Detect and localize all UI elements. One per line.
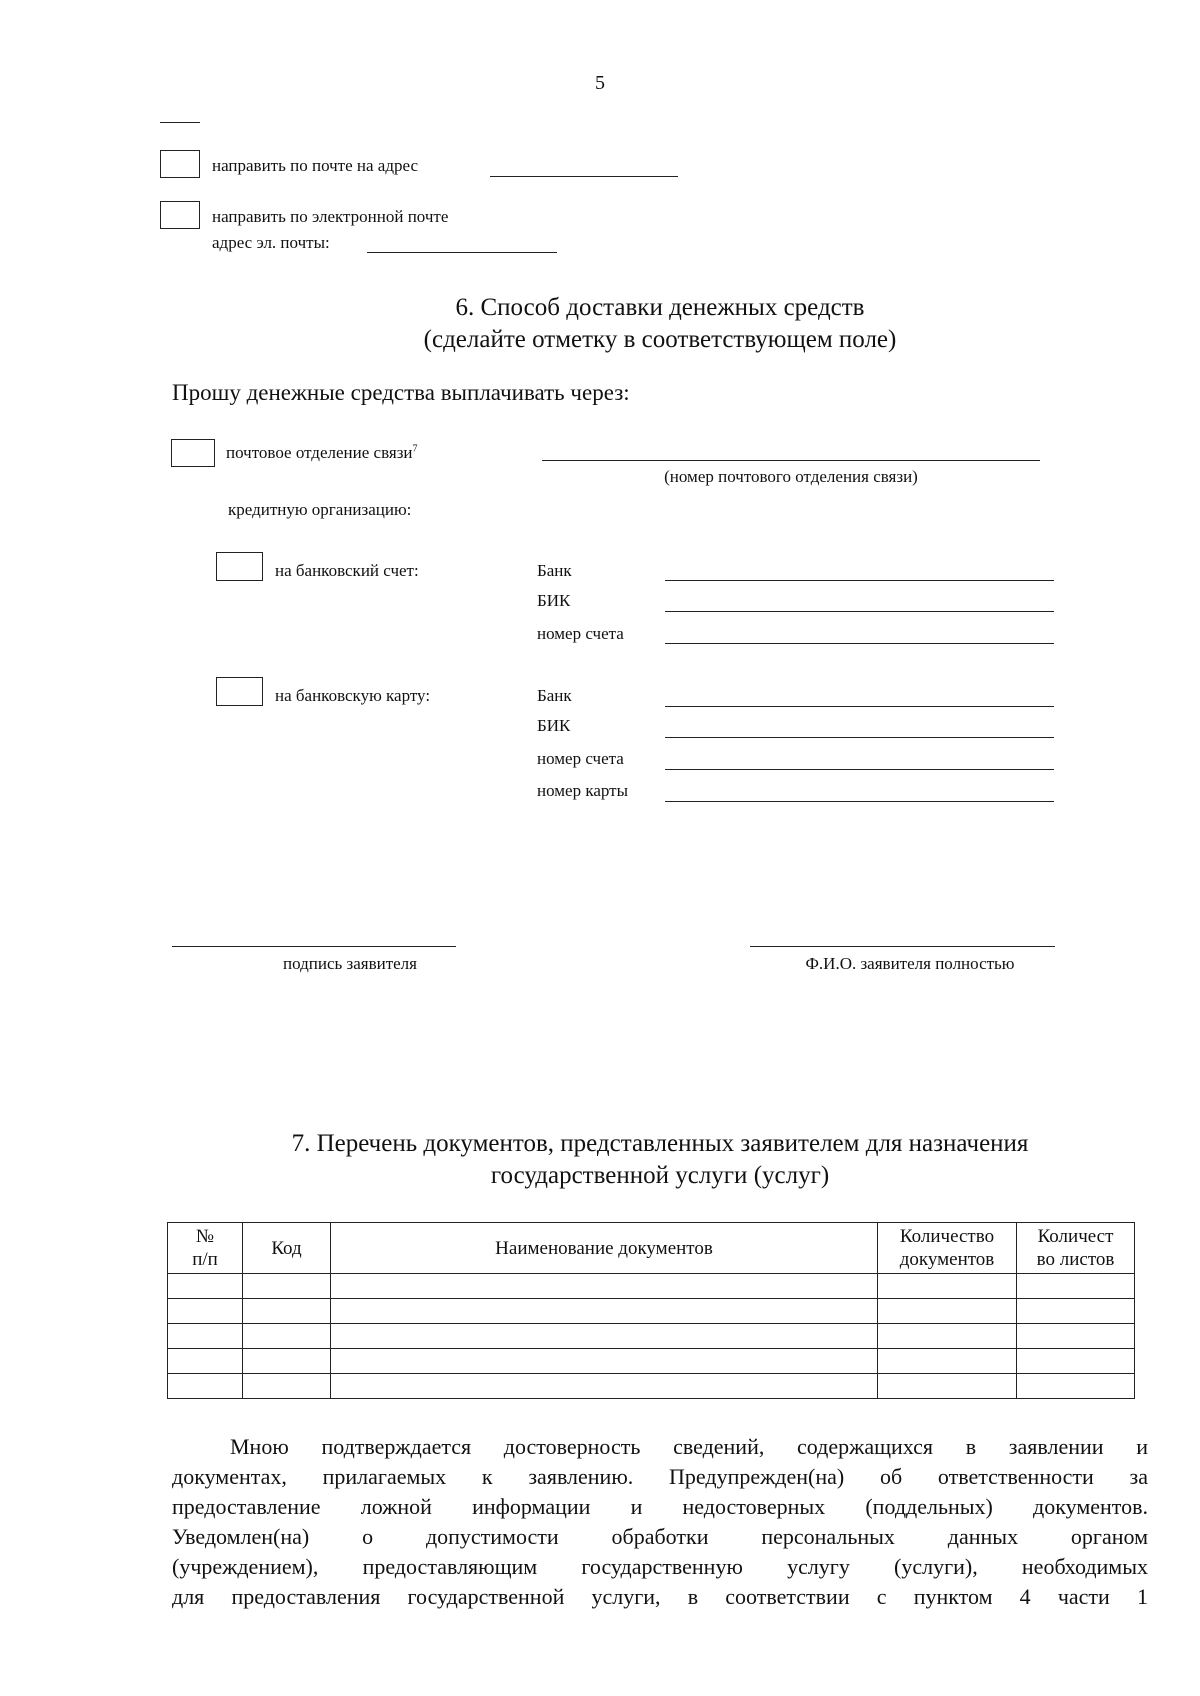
- table-cell[interactable]: [1017, 1274, 1135, 1299]
- mail-address-field[interactable]: [490, 176, 678, 177]
- table-cell[interactable]: [168, 1274, 243, 1299]
- table-cell[interactable]: [243, 1274, 331, 1299]
- table-cell[interactable]: [168, 1349, 243, 1374]
- post-office-label: [226, 443, 418, 463]
- table-row: [168, 1349, 1135, 1374]
- table-cell[interactable]: [878, 1299, 1017, 1324]
- table-cell[interactable]: [878, 1274, 1017, 1299]
- email-address-field[interactable]: [367, 252, 557, 253]
- fullname-field[interactable]: [750, 946, 1055, 947]
- footnote-mark: 7: [412, 443, 418, 455]
- table-cell[interactable]: [878, 1374, 1017, 1399]
- section7-title-line1: 7. Перечень документов, представленных заявителем для назначения: [291, 1130, 1029, 1157]
- table-row: [168, 1324, 1135, 1349]
- bank-card-account-label: номер счета: [537, 749, 624, 768]
- email-checkbox[interactable]: [160, 201, 200, 229]
- table-cell[interactable]: [1017, 1324, 1135, 1349]
- declaration-line: (учреждением), предоставляющим государственную услугу (услуги), необходимых: [172, 1554, 1148, 1579]
- bank-card-number-label: номер карты: [537, 781, 629, 800]
- table-cell[interactable]: [331, 1324, 878, 1349]
- header-qty-line1: Количество: [899, 1226, 995, 1247]
- table-body: [168, 1274, 1135, 1399]
- header-name: Наименование документов: [331, 1223, 878, 1274]
- bank-account-label: на банковский счет:: [275, 561, 419, 580]
- bank-card-number-field[interactable]: [665, 801, 1054, 802]
- documents-table: [167, 1222, 1135, 1399]
- header-num-line1: №: [195, 1226, 215, 1247]
- bank-account-checkbox[interactable]: [216, 552, 263, 581]
- table-cell[interactable]: [1017, 1299, 1135, 1324]
- table-cell[interactable]: [243, 1299, 331, 1324]
- bank-card-bik-label: БИК: [537, 716, 571, 735]
- table-cell[interactable]: [331, 1299, 878, 1324]
- bank-account-bik-field[interactable]: [665, 611, 1054, 612]
- header-code: Код: [243, 1223, 331, 1274]
- table-cell[interactable]: [1017, 1349, 1135, 1374]
- declaration-line: Уведомлен(на) о допустимости обработки персональных данных органом: [172, 1524, 1148, 1549]
- header-qty-line2: документов: [899, 1249, 995, 1270]
- bank-account-bik-label: БИК: [537, 591, 571, 610]
- bank-card-account-field[interactable]: [665, 769, 1054, 770]
- post-office-label-text: почтовое отделение связи: [226, 443, 413, 462]
- table-cell[interactable]: [331, 1349, 878, 1374]
- bank-account-number-label: номер счета: [537, 624, 624, 643]
- table-cell[interactable]: [243, 1349, 331, 1374]
- table-header-row: [168, 1223, 1135, 1274]
- header-sheets-line1: Количест: [1037, 1226, 1114, 1247]
- mail-label: направить по почте на адрес: [212, 156, 419, 175]
- section6-title-line1: 6. Способ доставки денежных средств: [455, 294, 865, 321]
- table-cell[interactable]: [331, 1374, 878, 1399]
- bank-card-label: на банковскую карту:: [275, 686, 431, 705]
- declaration-line: предоставление ложной информации и недостоверных (поддельных) документов.: [172, 1494, 1148, 1519]
- section7-title-line2: государственной услуги (услуг): [490, 1162, 830, 1189]
- bank-account-bank-field[interactable]: [665, 580, 1054, 581]
- table-row: [168, 1274, 1135, 1299]
- signature-field[interactable]: [172, 946, 456, 947]
- post-office-number-field[interactable]: [542, 460, 1040, 461]
- declaration-line: документах, прилагаемых к заявлению. Предупрежден(на) об ответственности за: [172, 1464, 1148, 1489]
- bank-card-bank-label: Банк: [537, 686, 572, 705]
- email-address-label: адрес эл. почты:: [212, 233, 330, 252]
- table-cell[interactable]: [243, 1324, 331, 1349]
- table-cell[interactable]: [878, 1324, 1017, 1349]
- table-cell[interactable]: [878, 1349, 1017, 1374]
- signature-caption: подпись заявителя: [283, 954, 417, 973]
- credit-org-label: кредитную организацию:: [228, 500, 412, 519]
- header-sheets: [1017, 1223, 1135, 1274]
- bank-card-bik-field[interactable]: [665, 737, 1054, 738]
- table-cell[interactable]: [1017, 1374, 1135, 1399]
- page-number: 5: [595, 72, 605, 94]
- table-row: [168, 1299, 1135, 1324]
- table-cell[interactable]: [331, 1274, 878, 1299]
- top-rule: [160, 122, 200, 123]
- header-num: [168, 1223, 243, 1274]
- post-office-caption: (номер почтового отделения связи): [664, 467, 918, 486]
- table-cell[interactable]: [168, 1374, 243, 1399]
- declaration-paragraph: [172, 1432, 1148, 1612]
- header-sheets-line2: во листов: [1036, 1249, 1115, 1270]
- bank-account-bank-label: Банк: [537, 561, 572, 580]
- section7-title: [160, 1128, 1160, 1192]
- request-text: Прошу денежные средства выплачивать через:: [172, 380, 630, 405]
- section6-title: [200, 292, 1120, 356]
- table-cell[interactable]: [168, 1299, 243, 1324]
- fullname-caption: Ф.И.О. заявителя полностью: [805, 954, 1015, 973]
- bank-card-bank-field[interactable]: [665, 706, 1054, 707]
- bank-card-checkbox[interactable]: [216, 677, 263, 706]
- mail-checkbox[interactable]: [160, 150, 200, 178]
- header-qty: [878, 1223, 1017, 1274]
- declaration-line: для предоставления государственной услуги, в соответствии с пунктом 4 части 1: [172, 1584, 1148, 1609]
- table-row: [168, 1374, 1135, 1399]
- email-label: направить по электронной почте: [212, 207, 449, 226]
- bank-account-number-field[interactable]: [665, 643, 1054, 644]
- section6-title-line2: (сделайте отметку в соответствующем поле): [423, 326, 897, 353]
- table-cell[interactable]: [168, 1324, 243, 1349]
- post-office-checkbox[interactable]: [171, 439, 215, 467]
- declaration-line: Мною подтверждается достоверность сведений, содержащихся в заявлении и: [230, 1434, 1148, 1459]
- table-cell[interactable]: [243, 1374, 331, 1399]
- header-num-line2: п/п: [192, 1249, 218, 1270]
